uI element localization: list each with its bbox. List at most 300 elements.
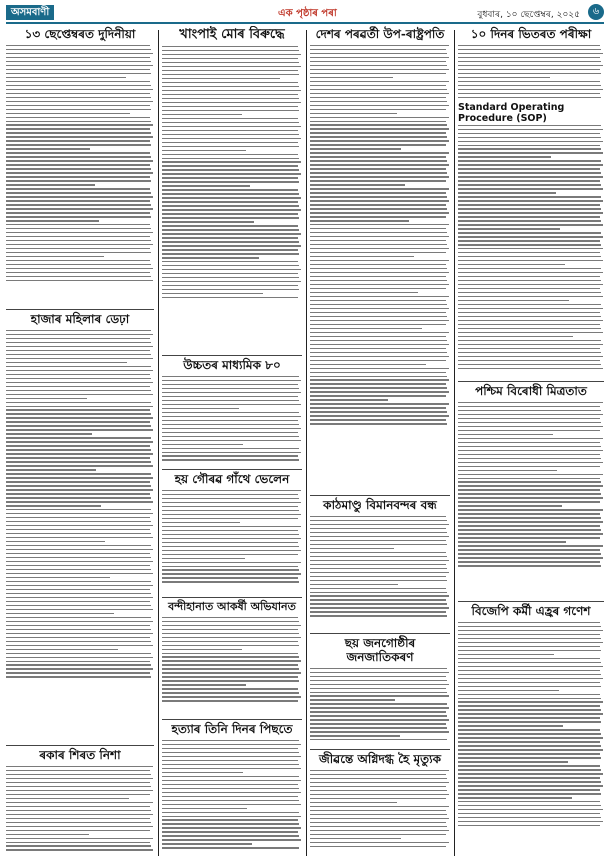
text-line <box>458 69 600 70</box>
article-a9 <box>310 26 450 488</box>
text-line <box>458 168 600 169</box>
column-rule <box>158 30 159 856</box>
text-line <box>310 603 447 604</box>
text-line <box>162 197 301 198</box>
text-line <box>162 494 298 495</box>
text-line <box>310 308 449 309</box>
text-line <box>162 660 301 661</box>
text-line <box>6 593 151 594</box>
text-line <box>162 189 298 190</box>
text-line <box>6 366 151 367</box>
text-line <box>162 46 298 47</box>
headline: হত্যাৰ তিনি দিনৰ পিছতে <box>171 722 293 736</box>
text-line <box>6 128 150 129</box>
text-line <box>458 125 601 126</box>
text-line <box>6 421 150 422</box>
text-line <box>6 390 151 391</box>
text-line <box>6 330 151 331</box>
article-body <box>310 516 450 617</box>
text-line <box>458 300 569 301</box>
text-line <box>6 766 153 767</box>
text-line <box>310 160 447 161</box>
text-line <box>458 813 600 814</box>
text-line <box>458 312 600 313</box>
text-line <box>310 77 393 78</box>
text-line <box>162 676 298 677</box>
text-line <box>458 505 562 506</box>
text-line <box>310 49 446 50</box>
text-line <box>310 672 449 673</box>
text-line <box>458 638 601 639</box>
text-line <box>310 156 446 157</box>
text-line <box>458 682 600 683</box>
text-line <box>458 694 600 695</box>
text-line <box>6 433 92 434</box>
text-line <box>310 73 446 74</box>
text-line <box>162 213 298 214</box>
text-line <box>458 184 601 185</box>
text-line <box>6 565 150 566</box>
text-line <box>458 268 601 269</box>
text-line <box>458 77 550 78</box>
text-line <box>162 237 298 238</box>
text-line <box>458 674 601 675</box>
text-line <box>6 437 151 438</box>
text-line <box>6 633 153 634</box>
text-line <box>6 794 150 795</box>
text-line <box>162 392 301 393</box>
text-line <box>310 340 447 341</box>
text-line <box>162 768 301 769</box>
column-1 <box>6 26 154 856</box>
text-line <box>458 296 603 297</box>
text-line <box>458 176 603 177</box>
text-line <box>162 577 298 578</box>
text-line <box>310 826 447 827</box>
text-line <box>458 172 601 173</box>
text-line <box>310 132 446 133</box>
text-line <box>6 240 151 241</box>
text-line <box>6 649 118 650</box>
text-line <box>458 133 600 134</box>
text-line <box>458 678 603 679</box>
headline: বিজেপি কৰ্মী এহ্ৰৰ গণেশ <box>471 604 591 618</box>
text-line <box>6 69 150 70</box>
text-line <box>310 364 426 365</box>
article-a12 <box>310 746 450 856</box>
text-line <box>310 782 449 783</box>
text-line <box>6 497 151 498</box>
text-line <box>6 802 153 803</box>
text-line <box>458 745 601 746</box>
text-line <box>162 518 298 519</box>
headline: হয় গৌৰৱ গাঁথে ভেলেন <box>174 472 290 486</box>
text-line <box>458 320 603 321</box>
text-line <box>162 847 299 848</box>
text-line <box>6 117 150 118</box>
text-line <box>162 257 259 258</box>
headline: ১০ দিনৰ ভিতৰত পৰীক্ষা <box>470 27 592 41</box>
text-line <box>162 261 298 262</box>
text-line <box>310 332 449 333</box>
text-line <box>310 774 446 775</box>
text-line <box>6 164 150 165</box>
text-line <box>310 415 449 416</box>
text-line <box>310 117 449 118</box>
text-line <box>6 144 151 145</box>
text-line <box>6 477 153 478</box>
text-line <box>458 777 600 778</box>
text-line <box>458 208 601 209</box>
text-line <box>162 510 299 511</box>
text-line <box>310 668 447 669</box>
text-line <box>6 822 151 823</box>
text-line <box>310 822 446 823</box>
text-line <box>6 81 150 82</box>
text-line <box>162 66 301 67</box>
text-line <box>162 530 298 531</box>
text-line <box>310 611 446 612</box>
text-line <box>458 252 600 253</box>
text-line <box>162 819 298 820</box>
text-line <box>6 184 95 185</box>
text-line <box>6 569 151 570</box>
text-line <box>458 57 600 58</box>
text-line <box>162 161 301 162</box>
text-line <box>162 384 298 385</box>
text-line <box>458 541 566 542</box>
text-line <box>162 452 301 453</box>
text-line <box>6 845 151 846</box>
text-line <box>458 705 600 706</box>
text-line <box>310 528 446 529</box>
text-line <box>310 168 446 169</box>
article-a14 <box>458 378 604 593</box>
text-line <box>6 85 151 86</box>
text-line <box>310 316 447 317</box>
text-line <box>310 97 446 98</box>
text-line <box>6 790 153 791</box>
text-line <box>458 521 603 522</box>
text-line <box>458 713 603 714</box>
text-line <box>458 493 601 494</box>
text-line <box>458 517 601 518</box>
text-line <box>162 146 299 147</box>
text-line <box>6 613 114 614</box>
text-line <box>162 177 298 178</box>
text-line <box>310 719 449 720</box>
text-line <box>162 684 246 685</box>
text-line <box>6 216 151 217</box>
text-line <box>162 796 298 797</box>
text-line <box>6 489 153 490</box>
text-line <box>458 545 603 546</box>
text-line <box>458 200 603 201</box>
text-line <box>310 328 422 329</box>
text-line <box>458 216 600 217</box>
text-line <box>458 220 601 221</box>
text-line <box>310 544 447 545</box>
text-line <box>6 176 150 177</box>
text-line <box>310 220 409 221</box>
text-line <box>458 686 601 687</box>
text-line <box>6 601 150 602</box>
headline: কাঠমাণ্ডু বিমানবন্দৰ বন্ধ <box>323 498 437 512</box>
text-line <box>6 402 151 403</box>
text-line <box>162 102 301 103</box>
text-line <box>458 418 600 419</box>
text-line <box>458 666 603 667</box>
text-line <box>162 142 298 143</box>
text-line <box>458 368 603 369</box>
text-line <box>162 566 298 567</box>
text-line <box>162 550 301 551</box>
article-body <box>6 45 154 281</box>
text-line <box>310 834 446 835</box>
text-line <box>6 668 153 669</box>
text-line <box>458 65 603 66</box>
text-line <box>6 264 151 265</box>
text-line <box>458 232 601 233</box>
article-body <box>458 402 604 567</box>
text-line <box>310 176 449 177</box>
text-line <box>310 735 400 736</box>
text-line <box>6 268 153 269</box>
text-line <box>6 406 153 407</box>
text-line <box>458 622 600 623</box>
text-line <box>310 552 446 553</box>
text-line <box>6 140 150 141</box>
text-line <box>310 45 449 46</box>
text-line <box>6 204 151 205</box>
text-line <box>458 145 600 146</box>
text-line <box>162 249 298 250</box>
text-line <box>458 240 600 241</box>
text-line <box>458 426 603 427</box>
article-body <box>310 770 450 847</box>
article-a5 <box>162 352 302 462</box>
text-line <box>162 554 298 555</box>
text-line <box>162 245 301 246</box>
text-line <box>458 650 601 651</box>
text-line <box>6 121 151 122</box>
text-line <box>458 789 600 790</box>
text-line <box>458 442 600 443</box>
text-line <box>310 312 446 313</box>
text-line <box>310 692 447 693</box>
text-line <box>162 229 299 230</box>
article-body <box>162 740 302 849</box>
text-line <box>6 617 151 618</box>
text-line <box>458 698 601 699</box>
text-line <box>162 122 299 123</box>
text-line <box>310 524 449 525</box>
text-line <box>162 138 301 139</box>
text-line <box>310 240 446 241</box>
text-line <box>458 817 601 818</box>
text-line <box>310 336 446 337</box>
text-line <box>162 376 299 377</box>
text-line <box>6 429 153 430</box>
text-line <box>458 446 601 447</box>
text-line <box>162 428 301 429</box>
text-line <box>6 248 150 249</box>
text-line <box>310 423 447 424</box>
text-line <box>310 588 446 589</box>
text-line <box>458 729 600 730</box>
headline: ছয় জনগোষ্ঠীৰ জনজাতিকৰণ <box>344 636 416 664</box>
text-line <box>310 556 447 557</box>
text-line <box>6 533 151 534</box>
text-line <box>458 466 600 467</box>
text-line <box>310 105 449 106</box>
text-line <box>162 740 299 741</box>
text-line <box>310 256 414 257</box>
text-line <box>458 765 600 766</box>
text-line <box>458 316 601 317</box>
text-line <box>6 445 150 446</box>
text-line <box>6 252 151 253</box>
text-line <box>310 806 449 807</box>
text-line <box>162 558 245 559</box>
text-line <box>310 244 447 245</box>
text-line <box>162 74 299 75</box>
text-line <box>6 382 153 383</box>
text-line <box>310 352 447 353</box>
text-line <box>6 629 151 630</box>
text-line <box>310 731 449 732</box>
text-line <box>162 649 242 650</box>
text-line <box>310 794 449 795</box>
text-line <box>458 406 600 407</box>
text-line <box>6 541 105 542</box>
text-line <box>6 236 150 237</box>
text-line <box>162 784 298 785</box>
text-line <box>458 737 603 738</box>
text-line <box>458 658 600 659</box>
text-line <box>6 152 150 153</box>
text-line <box>310 688 446 689</box>
text-line <box>6 577 110 578</box>
text-line <box>6 798 129 799</box>
text-line <box>6 664 151 665</box>
text-line <box>458 340 601 341</box>
text-line <box>162 134 299 135</box>
article-body <box>310 45 450 425</box>
text-line <box>310 296 449 297</box>
text-line <box>6 200 150 201</box>
text-line <box>458 308 603 309</box>
text-line <box>6 386 150 387</box>
text-line <box>162 546 299 547</box>
text-line <box>310 57 449 58</box>
text-line <box>458 336 573 337</box>
text-line <box>458 344 603 345</box>
text-line <box>6 148 90 149</box>
text-line <box>6 810 151 811</box>
text-line <box>6 469 96 470</box>
text-line <box>458 733 601 734</box>
text-line <box>310 81 449 82</box>
text-line <box>458 236 603 237</box>
article-body <box>458 45 604 98</box>
text-line <box>458 61 601 62</box>
text-line <box>162 130 298 131</box>
text-line <box>458 662 601 663</box>
column-2 <box>162 26 302 856</box>
text-line <box>310 121 446 122</box>
text-line <box>162 831 298 832</box>
text-line <box>6 449 151 450</box>
newspaper-logo: অসমবাণী <box>6 5 54 20</box>
text-line <box>310 548 394 549</box>
text-line <box>458 160 601 161</box>
text-line <box>6 838 153 839</box>
text-line <box>162 165 298 166</box>
text-line <box>458 256 601 257</box>
text-line <box>458 529 601 530</box>
text-line <box>310 802 397 803</box>
text-line <box>6 188 150 189</box>
text-line <box>6 113 130 114</box>
text-line <box>6 109 151 110</box>
text-line <box>458 204 600 205</box>
text-line <box>310 65 447 66</box>
column-rule <box>306 30 307 856</box>
text-line <box>310 260 449 261</box>
text-line <box>458 196 601 197</box>
text-line <box>458 654 554 655</box>
continued-from-front-tagline: এক পৃষ্ঠাৰ পৰা <box>278 8 337 19</box>
text-line <box>458 634 600 635</box>
text-line <box>458 458 601 459</box>
text-line <box>6 362 127 363</box>
text-line <box>6 557 151 558</box>
article-a2 <box>6 306 154 706</box>
text-line <box>6 826 153 827</box>
text-line <box>310 568 447 569</box>
text-line <box>458 49 601 50</box>
text-line <box>6 782 150 783</box>
text-line <box>310 399 388 400</box>
text-line <box>6 589 150 590</box>
text-line <box>458 260 603 261</box>
text-line <box>458 753 600 754</box>
text-line <box>162 744 301 745</box>
text-line <box>162 455 298 456</box>
text-line <box>6 49 151 50</box>
text-line <box>162 78 280 79</box>
text-line <box>162 776 299 777</box>
text-line <box>458 553 601 554</box>
text-line <box>162 217 299 218</box>
text-line <box>162 62 299 63</box>
text-line <box>162 633 299 634</box>
text-line <box>458 328 601 329</box>
text-line <box>162 625 301 626</box>
text-line <box>6 105 150 106</box>
text-line <box>310 232 447 233</box>
text-line <box>458 192 556 193</box>
text-line <box>6 605 151 606</box>
text-line <box>458 717 600 718</box>
text-line <box>162 420 298 421</box>
text-line <box>310 228 446 229</box>
text-line <box>6 549 153 550</box>
text-line <box>6 597 153 598</box>
text-line <box>6 57 150 58</box>
text-line <box>310 320 449 321</box>
